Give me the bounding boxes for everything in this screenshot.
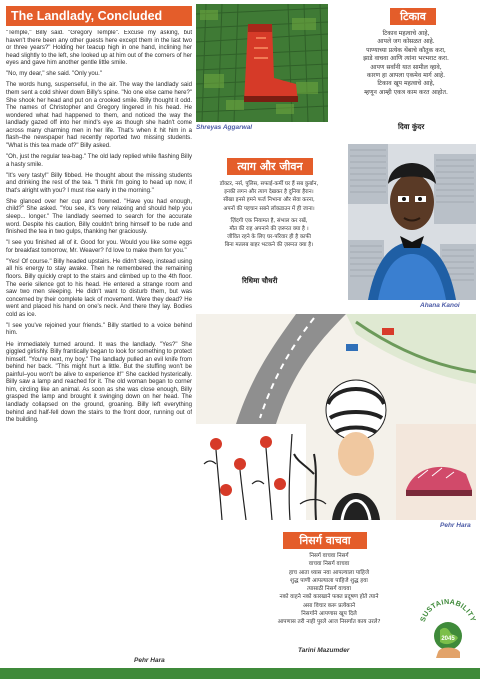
red-boot-painting (196, 4, 328, 122)
svg-text:SUSTAINABILITY (418, 597, 478, 623)
poem-tyag (196, 180, 342, 250)
poem-line: शुद्ध पाणी आपल्याला पाहिजे शुद्ध हवा (290, 577, 368, 584)
poem-line: इनकी लगन और त्याग देखकर है दुनिया हैरान। (224, 189, 314, 196)
footer-bar (0, 668, 480, 679)
art-credit: Ahana Kanoi (420, 302, 460, 309)
story-paragraph: The words hung, suspenseful, in the air. The way the landlady said them sent a cold shiver down Billy's spine. "No one else came here?" She shook her head and put on a crooked smile. Billy thought it odd. The names of Christopher and Gregory lingered in his head. He wondered what had happened to them, and noticed the way the landlady gazed off into her mind's eye as though she hadn't come across many charming men in her life. That's when it hit him in a flash–the newspaper had recently reported two missing students. "What is this tea made of?" Billy asked. (6, 82, 192, 149)
poem-title-tyag: त्याग और जीवन (227, 158, 313, 175)
collage-portrait (348, 144, 476, 300)
story-paragraph: "I see you've rejoined your friends." Billy startled to a voice behind him. (6, 322, 192, 337)
story-paragraph: "Oh, just the regular tea-bag." The old lady replied while flashing Billy a hasty smile. (6, 153, 192, 168)
poem-line: पाण्याच्या प्रत्येक थेंबाचे कौतुक करा, (366, 46, 446, 54)
poem-title-tikav: टिकाव (390, 8, 436, 25)
story-credit: Pehr Hara (134, 657, 165, 664)
story-paragraph: He immediately turned around. It was the landlady. "Yes?" She giggled girlishly. Billy frantically began to look for something to protect himself. "You're next, my boy." The landlady pulled an evil knife from behind her back. "This might hurt a little. But the stuffing won't be painful–you won't be alive to experience it!" She cackled hysterically. Billy saw a lamp and reached for it. The old woman began to corner him, circling like an animal. As soon as she was close enough, Billy grasped the lamp and brought it swinging down on her head. The landlady collapsed on the ground, groaning. Billy left everything behind and half-fell down the stairs to the front door, running out of the building. (6, 341, 192, 424)
poem-line: जीवित रहने के लिए घर-परिवार ही है काफी (227, 234, 311, 241)
poem-line: टिकाव महत्वाचे आहे, (382, 30, 430, 37)
poem-line: अपनों की पहचान सबने लॉकडाउन में ही जाना। (223, 205, 315, 212)
poem-line: डॉक्टर, नर्स, पुलिस, सफाई-कर्मी घर हैं सब कुर्बान, (219, 181, 319, 187)
poem-tikav (334, 30, 478, 97)
poem-author-tyag: रिधिमा चौधरी (242, 276, 278, 285)
poem-line: बिना मतलब बाहर भटकने की ज़रूरत क्या है। (224, 242, 314, 249)
story-paragraph: "I see you finished all of it. Good for you. Would you like some eggs for breakfast tomorrow, Mr. Weaver? I'd love to make them for you." (6, 240, 192, 254)
earth-hand-icon (418, 588, 478, 668)
story-paragraph: "Yes! Of course." Billy headed upstairs. He didn't sleep, instead using all his energy to stay awake. Then he remembered the remaining floors. Billy quickly crept to the stairs and climbed up to the 4th floor. The eerie silence got to his head. He entered a strange room and saw two men sleeping. He didn't want to disturb them, but was concerned by their complete lack of movement. Were they dead? He went and placed his hand on one's neck. And there they lay. Bodies cold as ice. (6, 258, 192, 318)
poem-line: ज़िंदगी एक नियामत है, संभाल कर रखें, (230, 217, 308, 224)
poem-line: निसर्ग वाचवा निसर्ग (309, 553, 349, 559)
poem-line: त्यासाठी निसर्ग वाचवा (307, 586, 351, 593)
poem-line: झाडे वाचवा आणि त्यांना भरभराट करा. (363, 55, 449, 63)
story-paragraph: "It's very tasty!" Billy fibbed. He thought about the missing students and drinking the rest of the tea. "I think I'm going to head up now, if that's alright with you? I must rise early in the morning." (6, 172, 192, 194)
poem-line: आपणास तरी नाही पुरले आज निसर्गात काय उरले? (277, 619, 381, 626)
poem-line: मौत की राह अपनाने की ज़रूरत क्या है । (229, 226, 309, 233)
poem-line: वाचवा निसर्ग वाचवा (308, 561, 350, 568)
poem-author-tikav: दिवा कुंदर (398, 122, 425, 131)
story-paragraph: "No, my dear," she said. "Only you." (6, 71, 102, 78)
poem-line: टिकाव खूप महत्वाचे आहे, (377, 80, 435, 88)
art-credit: Pehr Hara (440, 522, 471, 529)
story-body (6, 30, 192, 658)
art-credit: Shreyas Aggarwal (196, 124, 253, 131)
poem-line: आपले जग कोसळत आहे. (377, 38, 435, 46)
poem-line: कारण हा आपला एकमेव मार्ग आहे. (366, 72, 446, 80)
poem-line: आपण सर्वांनी यात सामील व्हावे, (370, 63, 442, 71)
story-title: The Landlady, Concluded (6, 6, 192, 26)
poem-line: निसर्गाने आपणास खूप दिले (301, 611, 357, 618)
poem-line: असा विचार करू प्रत्येकाने (302, 602, 356, 609)
story-paragraph: "Temple," Billy said. "Gregory Temple". Excuse my asking, but haven't there been any other guests here except them in the last two or three years?" Holding her teacup high in one hand, inclining her head slightly to the left, she looked up at him out of the corners of her eyes and gave him another gentle little smile. (6, 30, 192, 67)
poem-line: सीखा इनसे हमने फर्ज निभाना और सेवा करना, (223, 197, 315, 204)
story-paragraph: She glanced over her cup and frowned. "Have you had enough, child?" She asked. "You see, it's very relaxing and should help you sleep... longer." The landlady seemed to search for the accurate word. Despite his caution, Billy couldn't bring himself to be rude and finished the tea in two gulps, thanking her graciously. (6, 198, 192, 236)
poem-nisarg (244, 552, 414, 627)
poem-line: म्हणून आम्ही एकत्र काम करत आहोत. (364, 88, 448, 96)
poem-author-nisarg: Tarini Mazumder (298, 647, 350, 654)
zentangle-collage (196, 314, 476, 520)
poem-title-nisarg: निसर्ग वाचवा (283, 532, 367, 549)
badge-year: 2045 (441, 636, 455, 642)
badge-label: SUSTAINABILITY (418, 596, 478, 623)
poem-line: नको वाहने नको कारखाने फक्त प्रदूषण होते त्याने (279, 594, 379, 601)
poem-line: हाच आता ध्यास नवा आपल्याला पाहिजे (288, 569, 370, 576)
